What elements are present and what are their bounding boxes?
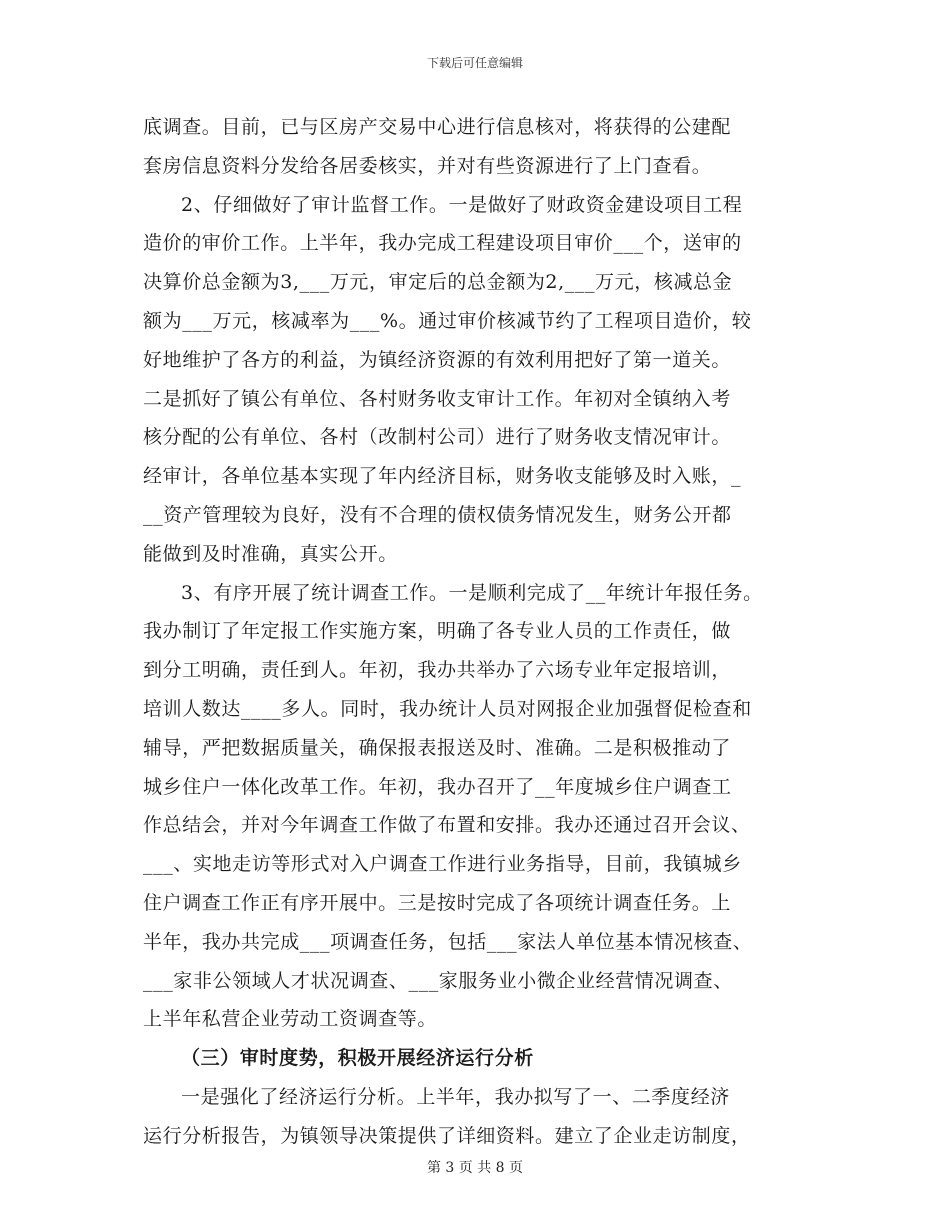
paragraph-line: 住户调查工作正有序开展中。三是按时完成了各项统计调查任务。上 — [143, 891, 732, 914]
paragraph-line: ___、实地走访等形式对入户调查工作进行业务指导，目前，我镇城乡 — [143, 853, 742, 876]
paragraph-line: 培训人数达____多人。同时，我办统计人员对网报企业加强督促检查和 — [143, 697, 752, 720]
paragraph-line: 辅导，严把数据质量关，确保报表报送及时、准确。二是积极推动了 — [143, 736, 732, 759]
paragraph-line: 上半年私营企业劳动工资调查等。 — [143, 1008, 438, 1031]
paragraph-line: 到分工明确，责任到人。年初，我办共举办了六场专业年定报培训， — [143, 659, 732, 682]
paragraph-line: 一是强化了经济运行分析。上半年，我办拟写了一、二季度经济 — [181, 1085, 730, 1108]
section-heading: （三）审时度势，积极开展经济运行分析 — [181, 1047, 534, 1070]
paragraph-line: 运行分析报告，为镇领导决策提供了详细资料。建立了企业走访制度， — [143, 1124, 751, 1147]
paragraph-line: 二是抓好了镇公有单位、各村财务收支审计工作。年初对全镇纳入考 — [143, 387, 732, 410]
paragraph-line: 好地维护了各方的利益，为镇经济资源的有效利用把好了第一道关。 — [143, 348, 732, 371]
paragraph-line: 套房信息资料分发给各居委核实，并对有些资源进行了上门查看。 — [143, 154, 712, 177]
paragraph-line: 半年，我办共完成___项调查任务，包括___家法人单位基本情况核查、 — [143, 930, 753, 953]
paragraph-line: 额为___万元，核减率为___%。通过审价核减节约了工程项目造价，较 — [143, 309, 752, 332]
paragraph-line: 作总结会，并对今年调查工作做了布置和安排。我办还通过召开会议、 — [143, 814, 751, 837]
paragraph-line: 能做到及时准确，真实公开。 — [143, 542, 398, 565]
document-body — [143, 108, 823, 1156]
paragraph-line: 核分配的公有单位、各村（改制村公司）进行了财务收支情况审计。 — [143, 426, 732, 449]
paragraph-line: 3、有序开展了统计调查工作。一是顺利完成了__年统计年报任务。 — [181, 581, 763, 604]
page-header-note: 下载后可任意编辑 — [426, 56, 523, 70]
paragraph-line: 经审计，各单位基本实现了年内经济目标，财务收支能够及时入账，_ — [143, 465, 742, 488]
paragraph-line: 我办制订了年定报工作实施方案，明确了各专业人员的工作责任，做 — [143, 620, 732, 643]
paragraph-line: 造价的审价工作。上半年，我办完成工程建设项目审价___个，送审的 — [143, 232, 742, 255]
paragraph-line: 决算价总金额为3,___万元，审定后的总金额为2,___万元，核减总金 — [143, 271, 733, 294]
paragraph-line: 城乡住户一体化改革工作。年初，我办召开了__年度城乡住户调查工 — [143, 775, 732, 798]
page-number: 第 3 页 共 8 页 — [426, 1160, 524, 1176]
paragraph-line: 2、仔细做好了审计监督工作。一是做好了财政资金建设项目工程 — [181, 193, 743, 216]
paragraph-line: ___家非公领域人才状况调查、___家服务业小微企业经营情况调查、 — [143, 969, 733, 992]
paragraph-line: 底调查。目前，已与区房产交易中心进行信息核对，将获得的公建配 — [143, 116, 732, 138]
paragraph-line: __资产管理较为良好，没有不合理的债权债务情况发生，财务公开都 — [143, 503, 732, 526]
